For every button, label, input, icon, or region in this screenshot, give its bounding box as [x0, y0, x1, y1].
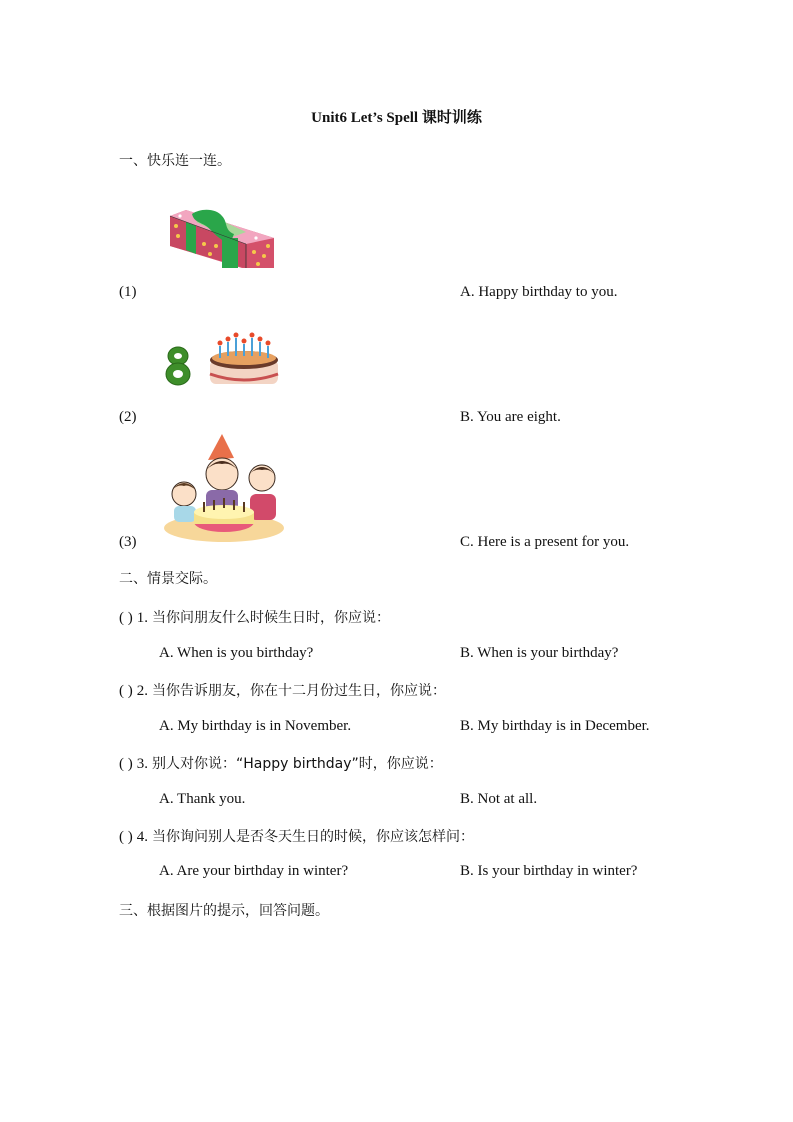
match-option: A. Happy birthday to you. [460, 284, 618, 300]
answer-blank[interactable]: ( ) [119, 610, 133, 626]
answer-blank[interactable]: ( ) [119, 756, 133, 772]
match-item-number: (1) [119, 284, 137, 300]
match-option: C. Here is a present for you. [460, 534, 630, 550]
option-a: A. When is you birthday? [159, 645, 314, 661]
option-a: A. Thank you. [159, 791, 246, 807]
question-prompt: 当你询问别人是否冬天生日的时候，你应该怎样问： [152, 829, 474, 845]
option-b: B. My birthday is in December. [460, 718, 650, 734]
gift-box-image [166, 208, 278, 270]
option-a: A. Are your birthday in winter? [159, 863, 349, 879]
answer-blank[interactable]: ( ) [119, 683, 133, 699]
match-item-number: (2) [119, 409, 137, 425]
question-prompt: 当你问朋友什么时候生日时，你应说： [152, 610, 390, 626]
page-title: Unit6 Let’s Spell 课时训练 [311, 110, 482, 126]
question-number: 3. [136, 756, 148, 772]
question-number: 2. [136, 683, 148, 699]
question-prompt: 别人对你说：“Happy birthday”时，你应说： [152, 756, 443, 772]
section-3-heading: 三、根据图片的提示，回答问题。 [119, 903, 329, 919]
question-3 [119, 753, 443, 773]
family-birthday-party-image [160, 432, 288, 546]
match-item-number: (3) [119, 534, 137, 550]
question-number: 4. [136, 829, 148, 845]
option-b: B. Not at all. [460, 791, 538, 807]
question-4 [119, 826, 474, 846]
question-number: 1. [136, 610, 148, 626]
option-b: B. Is your birthday in winter? [460, 863, 638, 879]
answer-blank[interactable]: ( ) [119, 829, 133, 845]
section-1-heading: 一、快乐连一连。 [119, 153, 231, 169]
match-option: B. You are eight. [460, 409, 561, 425]
number-eight-and-cake-image [164, 324, 282, 392]
question-1 [119, 607, 390, 627]
option-b: B. When is your birthday? [460, 645, 619, 661]
question-2 [119, 680, 446, 700]
option-a: A. My birthday is in November. [159, 718, 352, 734]
section-2-heading: 二、情景交际。 [119, 571, 217, 587]
question-prompt: 当你告诉朋友，你在十二月份过生日，你应说： [152, 683, 446, 699]
